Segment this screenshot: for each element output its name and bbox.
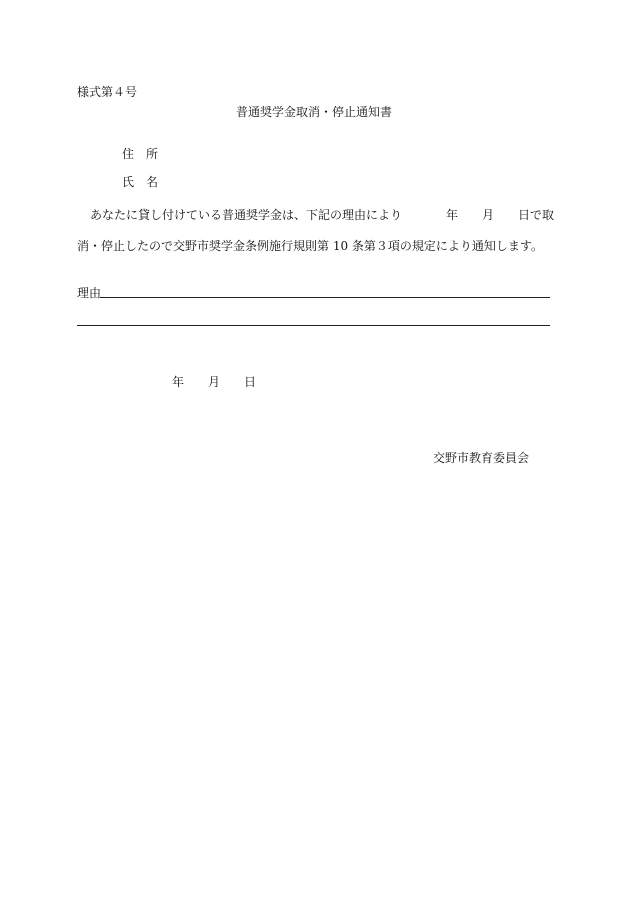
body-line1-day-suffix: 日で取	[518, 208, 555, 222]
document-title: 普通奨学金取消・停止通知書	[236, 105, 393, 119]
reason-underline-2	[77, 325, 550, 326]
name-label	[122, 176, 158, 188]
name-label-char-2: 名	[146, 175, 159, 189]
issue-date	[172, 376, 256, 388]
address-label-char-2: 所	[146, 147, 159, 161]
issue-date-day: 日	[244, 375, 257, 389]
body-line1-month: 月	[482, 208, 495, 222]
address-label	[122, 148, 158, 160]
body-paragraph-line-1	[90, 209, 554, 221]
issue-date-year: 年	[172, 375, 185, 389]
reason-label: 理由	[77, 286, 102, 300]
body-paragraph-line-2: 消・停止したので交野市奨学金条例施行規則第 10 条第３項の規定により通知します。	[77, 239, 543, 253]
reason-underline-1	[100, 297, 550, 298]
issue-date-month: 月	[208, 375, 221, 389]
issuer-name: 交野市教育委員会	[433, 451, 530, 465]
body-line1-year: 年	[446, 208, 459, 222]
address-label-char-1: 住	[122, 147, 135, 161]
name-label-char-1: 氏	[122, 175, 135, 189]
body-line1-text: あなたに貸し付けている普通奨学金は、下記の理由により	[90, 208, 403, 222]
form-number: 様式第４号	[77, 85, 138, 99]
